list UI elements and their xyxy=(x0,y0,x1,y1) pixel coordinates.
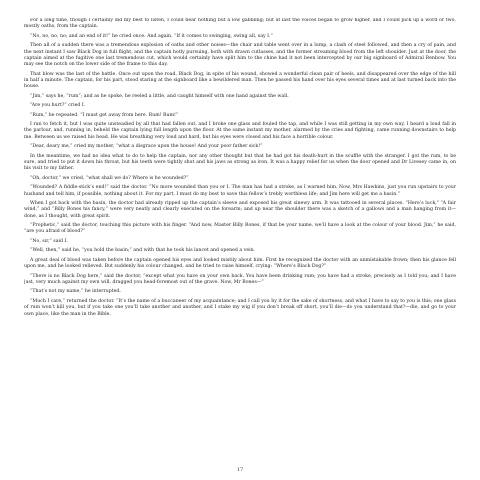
paragraph-10: In the meantime, we had no idea what to do to help the captain, nor any other thought but that he had got his death-hurt in the scuffle with the stranger. I got the rum, to be sure, and tried to put it down his throat, but his teeth were tightly shut and his jaws as strong as iron. It was a happy relief for us when the door opened and Dr Livesey came in, on his visit to my father. xyxy=(24,153,456,172)
page-number: 17 xyxy=(236,467,244,473)
paragraph-2: “No, no, no, no; and an end of it!” he cried once. And again, “If it comes to swinging, swing all, say I.” xyxy=(30,33,273,39)
paragraph-15: “No, sir,” said I. xyxy=(30,238,68,244)
paragraph-4: That blow was the last of the battle. Once out upon the road, Black Dog, in spite of his wound, showed a wonderful clean pair of heels, and disappeared over the edge of the hill in half a minute. The captain, for his part, stood staring at the signboard like a bewildered man. Then he passed his hand over his eyes several times and at last turned back into the house. xyxy=(24,71,456,90)
paragraph-5: “Jim,” says he, “rum”; and as he spoke, he reeled a little, and caught himself with one hand against the wall. xyxy=(30,93,289,99)
paragraph-7: “Rum,” he repeated. “I must get away from here. Rum! Rum!” xyxy=(30,112,179,118)
paragraph-19: “That’s not my name,” he interrupted. xyxy=(30,289,121,295)
paragraph-20: “Much I care,” returned the doctor. “It’s the name of a buccaneer of my acquaintance; and I call you by it for the sake of shortness, and what I have to say to you is this; one glass of rum won’t kill you, but if you take one you’ll take another and another, and I stake my wig if you don’t break off short, you’ll die—do you understand that?—die, and go to your own place, like the man in the Bible. xyxy=(24,298,456,317)
paragraph-1: For a long time, though I certainly did my best to listen, I could hear nothing but a low gabbling; but at last the voices began to grow higher, and I could pick up a word or two, mostly oaths, from the captain. xyxy=(24,18,456,30)
paragraph-11: “Oh, doctor,” we cried, “what shall we do? Where is he wounded?” xyxy=(30,175,189,181)
paragraph-16: “Well, then,” said he, “you hold the basin;” and with that he took his lancet and opened a vein. xyxy=(30,248,256,254)
paragraph-18: “There is no Black Dog here,” said the doctor, “except what you have on your own back. You have been drinking rum; you have had a stroke, precisely as I told you; and I have just, very much against my own will, dragged you head-foremost out of the grave. Now, Mr Bones—” xyxy=(24,273,456,285)
paragraph-12: “Wounded? A fiddle-stick’s end!” said the doctor. “No more wounded than you or I. The man has had a stroke, as I warned him. Now, Mrs Hawkins, just you run upstairs to your husband and tell him, if possible, nothing about it. For my part, I must do my best to save this fellow’s trebly worthless life; and Jim here will get me a basin.” xyxy=(24,185,456,197)
paragraph-9: “Dear, deary me,” cried my mother, “what a disgrace upon the house! And your poor father sick!” xyxy=(30,144,263,150)
paragraph-8: I ran to fetch it, but I was quite unsteadied by all that had fallen out, and I broke one glass and fouled the tap, and while I was still getting in my own way, I heard a loud fall in the parlour, and, running in, beheld the captain lying full length upon the floor. At the same instant my mother, alarmed by the cries and fighting, came running downstairs to help me. Between us we raised his head. He was breathing very loud and hard, but his eyes were closed and his face a horrible colour. xyxy=(24,122,456,140)
paragraph-14: “Prophetic,” said the doctor, touching this picture with his finger. “And now, Master Billy Bones, if that be your name, we’ll have a look at the colour of your blood. Jim,” he said, “are you afraid of blood?” xyxy=(24,223,456,235)
paragraph-6: “Are you hurt?” cried I. xyxy=(30,103,86,109)
paragraph-17: A great deal of blood was taken before the captain opened his eyes and looked mistily about him. First he recognized the doctor with an unmistakable frown; then his glance fell upon me, and he looked relieved. But suddenly his colour changed, and he tried to raise himself, crying: “Where’s Black Dog?” xyxy=(24,257,456,270)
paragraph-13: When I got back with the basin, the doctor had already ripped up the captain’s sleeve and exposed his great sinewy arm. It was tattooed in several places. “Here’s luck,” “A fair wind,” and “Billy Bones his fancy,” were very neatly and clearly executed on the forearm; and up near the shoulder there was a sketch of a gallows and a man hanging from it—done, as I thought, with great spirit. xyxy=(24,201,456,219)
page-body xyxy=(24,18,456,460)
paragraph-3: Then all of a sudden there was a tremendous explosion of oaths and other noises—the chair and table went over in a lump, a clash of steel followed, and then a cry of pain, and the next instant I saw Black Dog in full flight, and the captain hotly pursuing, both with drawn cutlasses, and the former streaming blood from the left shoulder. Just at the door, the captain aimed at the fugitive one last tremendous cut, which would certainly have split him to the chine had it not been intercepted by our big signboard of Admiral Benbow. You may see the notch on the lower side of the frame to this day. xyxy=(24,43,456,68)
